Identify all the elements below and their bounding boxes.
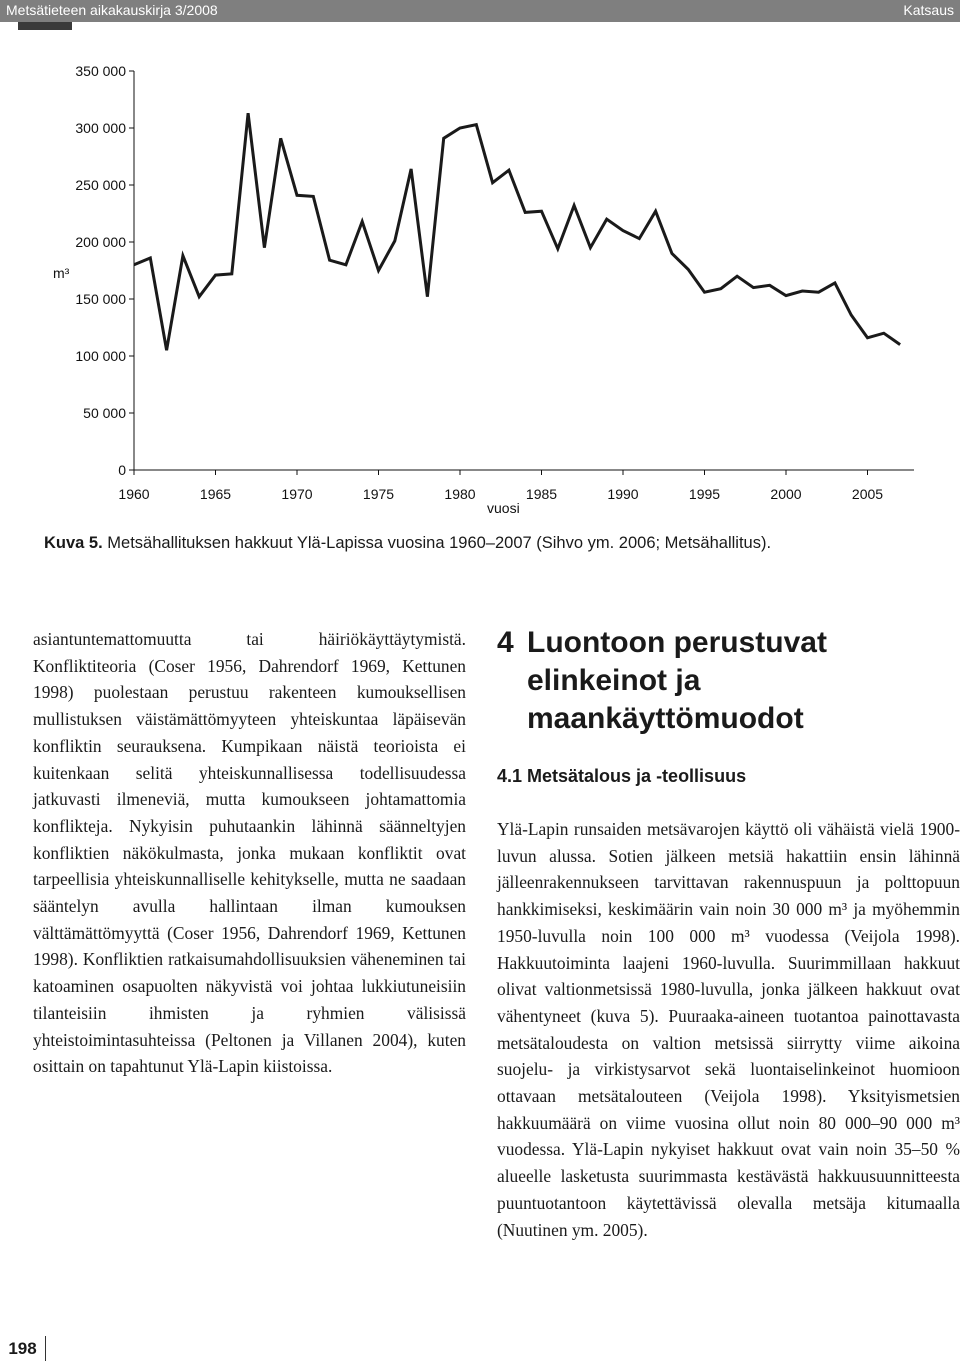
y-tick-label: 250 000 <box>75 177 126 193</box>
figure-caption <box>44 534 944 553</box>
y-tick-label: 200 000 <box>75 234 126 250</box>
x-tick-label: 1965 <box>199 486 232 502</box>
x-tick-label: 1960 <box>118 486 150 502</box>
harvest-series-line <box>134 113 900 350</box>
caption-text: Metsähallituksen hakkuut Ylä-Lapissa vuosina 1960–2007 (Sihvo ym. 2006; Metsähallitus). <box>102 534 772 552</box>
x-tick-label: 2000 <box>770 486 802 502</box>
x-tick-label: 1995 <box>688 486 721 502</box>
journal-title: Metsätieteen aikakauskirja 3/2008 <box>6 2 218 18</box>
caption-label: Kuva 5. <box>44 534 103 552</box>
x-axis-label: vuosi <box>487 500 520 516</box>
subsection-heading: 4.1 Metsätalous ja -teollisuus <box>497 766 747 786</box>
y-tick-label: 0 <box>118 462 126 478</box>
y-tick-label: 100 000 <box>75 348 126 364</box>
chart-x-ticks <box>118 470 883 502</box>
x-tick-label: 1980 <box>444 486 476 502</box>
section-heading-text: Luontoon perustuvat elinkeinot ja maankäyttömuodot <box>527 626 827 735</box>
x-tick-label: 1985 <box>525 486 558 502</box>
section-heading <box>497 624 937 738</box>
x-tick-label: 1975 <box>362 486 395 502</box>
chart-y-ticks <box>75 63 134 478</box>
y-tick-label: 300 000 <box>75 120 126 136</box>
harvest-line-chart <box>0 30 960 530</box>
left-text-column <box>33 626 466 1080</box>
y-tick-label: 350 000 <box>75 63 126 79</box>
y-tick-label: 50 000 <box>83 405 126 421</box>
y-tick-label: 150 000 <box>75 291 126 307</box>
page-number: 198 <box>0 1336 46 1361</box>
section-label: Katsaus <box>903 2 954 18</box>
x-tick-label: 1990 <box>607 486 639 502</box>
right-text-column <box>497 816 960 1243</box>
y-axis-label: m³ <box>53 265 70 281</box>
x-tick-label: 2005 <box>851 486 884 502</box>
x-tick-label: 1970 <box>281 486 313 502</box>
section-heading-number: 4 <box>497 626 514 659</box>
journal-header <box>0 0 960 22</box>
header-accent-bar <box>18 22 72 30</box>
body-paragraph: asiantuntemattomuutta tai häiriökäyttäytymistä. Konfliktiteoria (Coser 1956, Dahrendorf 1969, Kettunen 1998) puolestaan perustuu rakenteen kumouksellisen mullistuksen väistämättömyyteen yhteiskuntaa läpäisevän konfliktin seurauksena. Kumpikaan näistä teorioista ei kuitenkaan selitä yhteiskunnallisessa todellisuudessa jatkuvasti ilmeneviä, mutta kumoukseen johtamattomia konflikteja. Nykyisin puhutaankin lähinnä säänneltyjen konfliktien näkökulmasta, jonka mukaan konfliktit ovat tarpeellisia yhteiskunnalliselle kehitykselle, mutta ne saadaan sääntelyn avulla hallintaan ilman kumouksen välttämättömyyttä (Coser 1956, Dahrendorf 1969, Kettunen 1998). Konfliktien ratkaisumahdollisuuksien väheneminen tai katoaminen osapuolten näkyvistä voi johtaa lukkiutuneisiin tilanteisiin ihmisten ja ryhmien välisissä yhteistoimintasuhteissa (Peltonen ja Villanen 2004), kuten osittain on tapahtunut Ylä-Lapin kiistoissa. <box>33 629 466 1077</box>
body-paragraph: Ylä-Lapin runsaiden metsävarojen käyttö oli vähäistä vielä 1900-luvun alussa. Sotien jälkeen metsiä hakattiin ensin lähinnä jälleenrakennukseen tarvittavan rakennuspuun ja polttopuun hankkimiseksi, keskimäärin vain noin 30 000 m³ ja myöhemmin 1950-luvulla noin 100 000 m³ vuodessa (Veijola 1998). Hakkuutoiminta laajeni 1960-luvulla. Suurimmillaan hakkuut olivat valtionmetsissä 1980-luvulla, jonka jälkeen hakkuut ovat vähentyneet (kuva 5). Puuraaka-aineen tuotantoa painottavasta metsätaloudesta on valtion metsissä siirrytty viime aikoina suojelu- ja virkistysarvot sekä luontaiselinkeinot huomioon ottavaan metsätalouteen (Veijola 1998). Yksityismetsien hakkuumäärä on viime vuosina ollut noin 80 000–90 000 m³ vuodessa. Ylä-Lapin nykyiset hakkuut ovat vain noin 35–50 % alueelle lasketusta suurimmasta kestävästä hakkuusuunnitteesta puuntuotantoon käytettävissä olevalla metsäja kitumaalla (Nuutinen ym. 2005). <box>497 819 960 1240</box>
